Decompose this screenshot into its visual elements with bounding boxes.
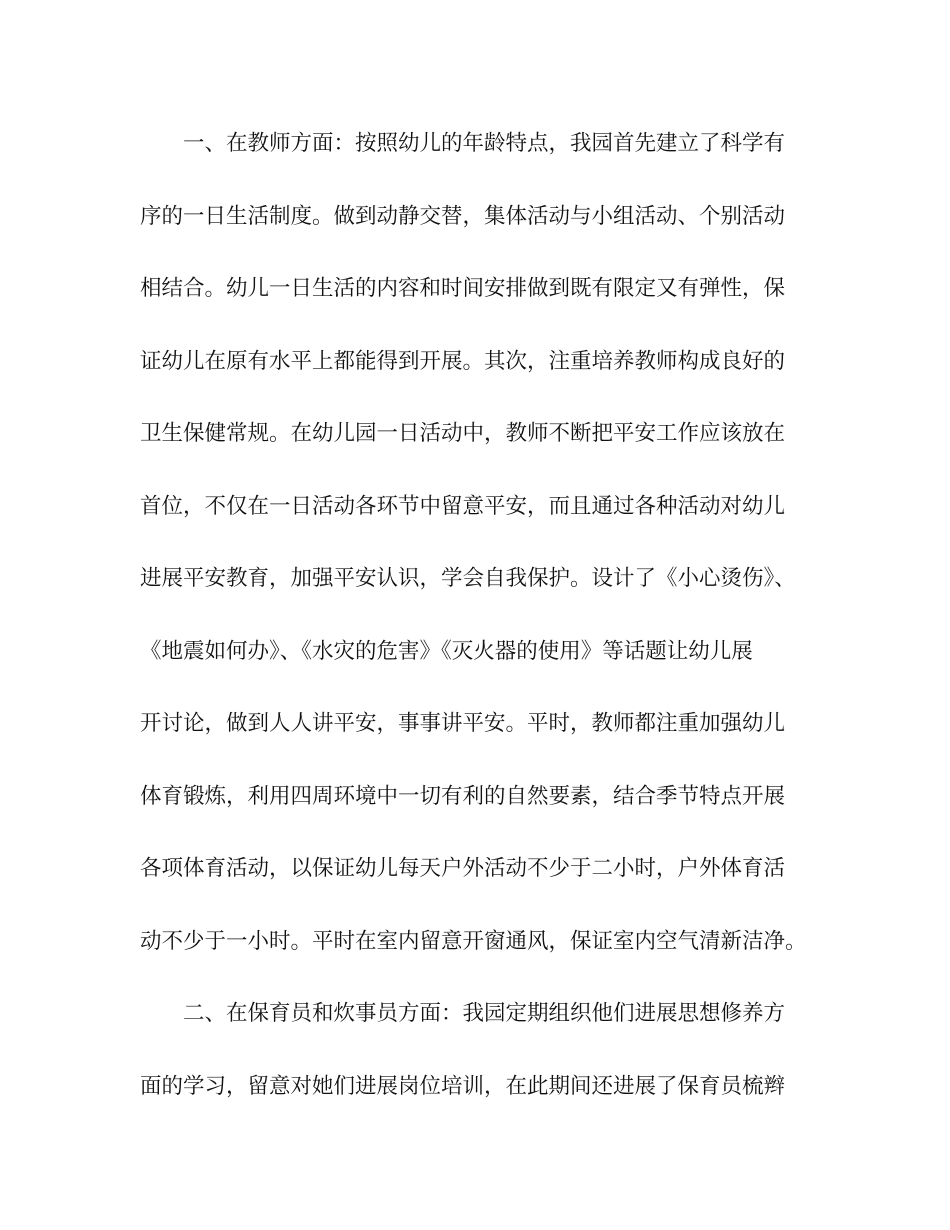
- paragraph-1-line-3: 相结合。幼儿一日生活的内容和时间安排做到既有限定又有弹性，保: [140, 276, 786, 301]
- paragraph-2-line-1: 二、在保育员和炊事员方面：我园定期组织他们进展思想修养方: [183, 1001, 786, 1026]
- paragraph-1-line-8: 《地震如何办》、《水灾的危害》《灭火器的使用》等话题让幼儿展: [140, 639, 753, 664]
- paragraph-1-line-7: 进展平安教育，加强平安认识，学会自我保护。设计了《小心烫伤》、: [140, 566, 796, 591]
- paragraph-1-line-9: 开讨论，做到人人讲平安，事事讲平安。平时，教师都注重加强幼儿: [140, 711, 786, 736]
- paragraph-1-line-12: 动不少于一小时。平时在室内留意开窗通风，保证室内空气清新洁净。: [140, 929, 807, 954]
- paragraph-2-line-2: 面的学习，留意对她们进展岗位培训，在此期间还进展了保育员梳辫: [140, 1074, 786, 1099]
- paragraph-1-line-4: 证幼儿在原有水平上都能得到开展。其次，注重培养教师构成良好的: [140, 349, 786, 374]
- paragraph-1-line-6: 首位，不仅在一日活动各环节中留意平安，而且通过各种活动对幼儿: [140, 494, 786, 519]
- paragraph-1-line-2: 序的一日生活制度。做到动静交替，集体活动与小组活动、个别活动: [140, 204, 786, 229]
- paragraph-1-line-5: 卫生保健常规。在幼儿园一日活动中，教师不断把平安工作应该放在: [140, 421, 786, 446]
- paragraph-1-line-11: 各项体育活动，以保证幼儿每天户外活动不少于二小时，户外体育活: [140, 856, 786, 881]
- paragraph-1-line-10: 体育锻炼，利用四周环境中一切有利的自然要素，结合季节特点开展: [140, 784, 786, 809]
- paragraph-1-line-1: 一、在教师方面：按照幼儿的年龄特点，我园首先建立了科学有: [183, 131, 786, 156]
